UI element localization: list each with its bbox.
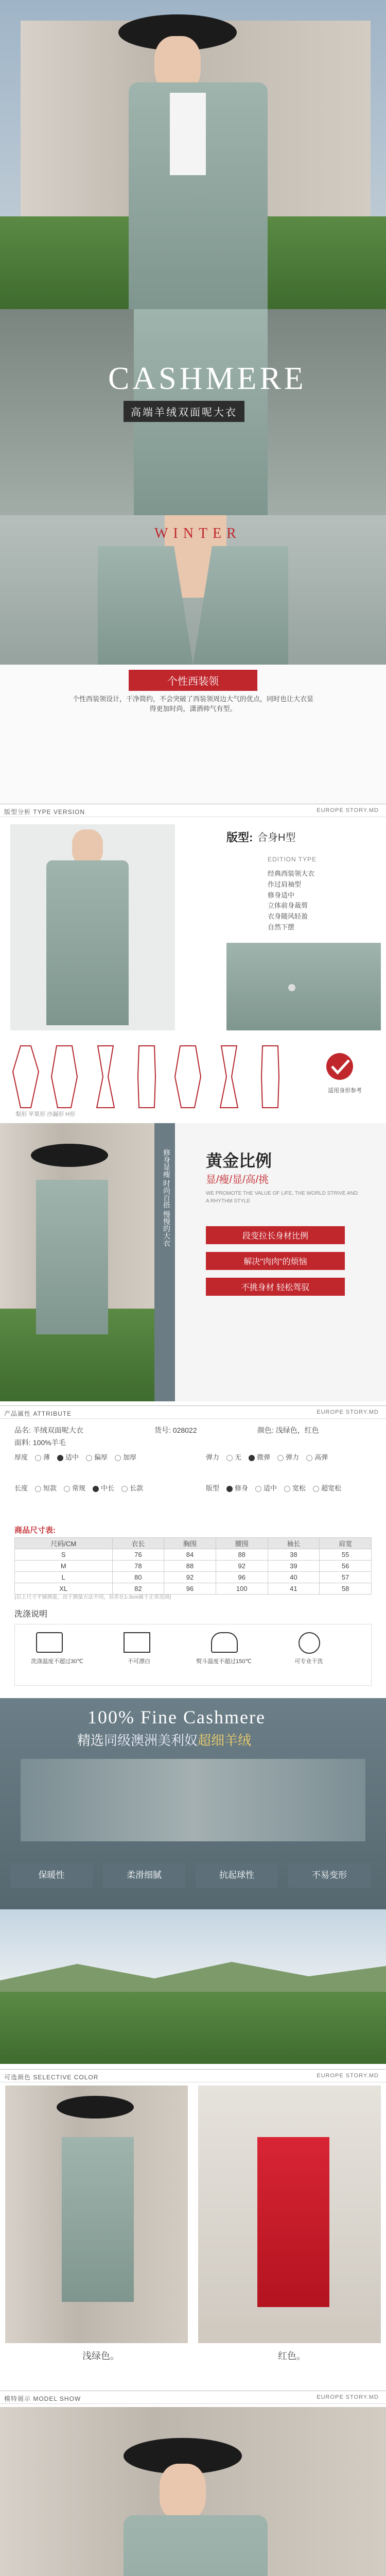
name-label: 品名: bbox=[14, 1426, 31, 1434]
size-table-cell: 40 bbox=[268, 1572, 320, 1583]
gold-title: 黄金比例 bbox=[206, 1151, 272, 1170]
bullet: 修身适中 bbox=[268, 891, 295, 899]
cashmere-title-section bbox=[0, 309, 386, 515]
size-table-header: 胸围 bbox=[164, 1538, 216, 1549]
care-section bbox=[0, 1606, 386, 1694]
fit-label: 版型: bbox=[226, 831, 253, 844]
size-table bbox=[14, 1537, 372, 1595]
scale-option: 宽松 bbox=[292, 1484, 306, 1492]
scale-option: 常规 bbox=[72, 1484, 86, 1492]
gold-point-3 bbox=[206, 1278, 345, 1296]
no-bleach-icon bbox=[124, 1632, 150, 1653]
care-item: 洗涤温度不超过30℃ bbox=[31, 1658, 83, 1665]
size-table-cell: 57 bbox=[320, 1572, 372, 1583]
size-table-cell: M bbox=[15, 1561, 113, 1572]
scale-dot bbox=[121, 1486, 128, 1492]
edition-type: EDITION TYPE bbox=[268, 856, 317, 863]
fabric-cn-c: 超细羊绒 bbox=[198, 1733, 252, 1748]
color-value: 浅绿色，红色 bbox=[275, 1426, 319, 1434]
scale-option: 适中 bbox=[264, 1484, 277, 1492]
size-table-row bbox=[15, 1561, 372, 1572]
scale-dot bbox=[57, 1455, 63, 1461]
size-table-cell: 82 bbox=[112, 1583, 164, 1595]
size-table-cell: 100 bbox=[216, 1583, 268, 1595]
color-section bbox=[0, 2086, 386, 2374]
section-header-color bbox=[0, 2069, 386, 2082]
care-item: 可专业干洗 bbox=[294, 1658, 323, 1665]
fabric-en: 100% Fine Cashmere bbox=[87, 1707, 266, 1727]
iron-icon bbox=[211, 1632, 238, 1653]
scale-dot bbox=[249, 1455, 255, 1461]
size-table-row bbox=[15, 1583, 372, 1595]
scale-dot bbox=[115, 1455, 121, 1461]
header-title: 产品属性 ATTRIBUTE bbox=[4, 1410, 72, 1417]
attr-scale-row bbox=[206, 1484, 348, 1494]
collar-desc: 个性西装领设计，干净简约，不会突破了西装领周边大气的优点，同时也让大衣显得更加时尚，潇洒帅气有型。 bbox=[72, 695, 313, 713]
header-brand: EUROPE STORY.MD bbox=[317, 807, 379, 814]
scale-option: 短款 bbox=[43, 1484, 57, 1492]
size-table-cell: 92 bbox=[216, 1561, 268, 1572]
figure bbox=[220, 1046, 238, 1108]
model-show-1 bbox=[0, 2407, 386, 2576]
bullet: 经典西装领大衣 bbox=[268, 870, 315, 877]
fit-value: 合身H型 bbox=[257, 832, 296, 843]
attr-scale-label: 弹力 bbox=[206, 1453, 220, 1461]
size-table-cell: 78 bbox=[112, 1561, 164, 1572]
scale-dot bbox=[35, 1455, 41, 1461]
gold-point-text: 解决"肉肉"的烦恼 bbox=[243, 1258, 307, 1266]
section-header-version bbox=[0, 804, 386, 817]
version-bullets bbox=[268, 869, 314, 933]
size-table-cell: 58 bbox=[320, 1583, 372, 1595]
name-row bbox=[14, 1425, 83, 1435]
size-table-cell: 41 bbox=[268, 1583, 320, 1595]
size-table-row bbox=[15, 1572, 372, 1583]
size-table-cell: 55 bbox=[320, 1549, 372, 1561]
attribute-section bbox=[0, 1422, 386, 1607]
feature-pill: 柔滑细腻 bbox=[103, 1863, 185, 1888]
body-shape-section bbox=[0, 1036, 386, 1118]
landscape-section bbox=[0, 1909, 386, 2064]
scale-option: 超宽松 bbox=[321, 1484, 342, 1492]
care-item: 不可漂白 bbox=[128, 1658, 150, 1665]
gold-point-text: 段变拉长身材比例 bbox=[242, 1232, 308, 1241]
attr-scale-row bbox=[14, 1453, 144, 1463]
check-icon bbox=[326, 1053, 353, 1080]
size-table-cell: 88 bbox=[164, 1561, 216, 1572]
size-table-cell: 96 bbox=[164, 1583, 216, 1595]
size-table-cell: L bbox=[15, 1572, 113, 1583]
code-label: 货号: bbox=[154, 1426, 171, 1434]
season-title: WINTER bbox=[154, 526, 241, 541]
color-label: 颜色: bbox=[257, 1426, 274, 1434]
attr-scale-row bbox=[14, 1484, 150, 1494]
collar-badge-text: 个性西装领 bbox=[167, 676, 219, 687]
code-row bbox=[154, 1425, 197, 1435]
gold-point-1 bbox=[206, 1226, 345, 1244]
hero-section bbox=[0, 0, 386, 309]
collar-badge bbox=[129, 670, 257, 691]
scale-dot bbox=[226, 1455, 233, 1461]
size-table-header: 袖长 bbox=[268, 1538, 320, 1549]
hero-title-en: CASHMERE bbox=[108, 361, 307, 396]
attr-scale-label: 厚度 bbox=[14, 1453, 28, 1461]
fabric-cn-a: 精选 bbox=[77, 1733, 104, 1748]
size-table-cell: 76 bbox=[112, 1549, 164, 1561]
scale-dot bbox=[226, 1486, 233, 1492]
bullet: 自然下摆 bbox=[268, 923, 295, 931]
version-section bbox=[0, 819, 386, 1036]
material-label: 面料: bbox=[14, 1438, 31, 1447]
figure bbox=[261, 1046, 279, 1108]
scale-dot bbox=[277, 1455, 284, 1461]
figure bbox=[97, 1046, 114, 1108]
size-table-cell: 56 bbox=[320, 1561, 372, 1572]
scale-dot bbox=[86, 1455, 92, 1461]
gold-point-text: 不挑身材 轻松驾驭 bbox=[241, 1283, 310, 1292]
gold-point-2 bbox=[206, 1252, 345, 1270]
size-table-cell: 38 bbox=[268, 1549, 320, 1561]
body-shape-figures bbox=[0, 1036, 386, 1118]
gold-subtitle: 显/瘦/显/高/挑 bbox=[206, 1174, 269, 1185]
body-shape-values: 梨形 苹果形 沙漏形 H形 bbox=[15, 1111, 76, 1117]
scale-dot bbox=[284, 1486, 290, 1492]
wash-30-icon bbox=[36, 1632, 63, 1653]
header-title: 模特展示 MODEL SHOW bbox=[4, 2395, 81, 2402]
care-title: 洗涤说明 bbox=[14, 1610, 48, 1619]
size-table-title: 商品尺寸表: bbox=[14, 1526, 56, 1535]
size-table-cell: 92 bbox=[164, 1572, 216, 1583]
scale-option: 适中 bbox=[65, 1453, 79, 1461]
size-table-cell: 80 bbox=[112, 1572, 164, 1583]
bullet: 立体前身裁剪 bbox=[268, 902, 308, 910]
golden-ratio-section bbox=[0, 1123, 386, 1401]
fabric-cn bbox=[77, 1731, 251, 1751]
size-table-header: 衣长 bbox=[112, 1538, 164, 1549]
size-table-cell: S bbox=[15, 1549, 113, 1561]
figure bbox=[51, 1046, 77, 1108]
size-table-header: 肩宽 bbox=[320, 1538, 372, 1549]
header-brand: EUROPE STORY.MD bbox=[317, 2394, 379, 2400]
attr-scale-label: 长度 bbox=[14, 1484, 28, 1492]
scale-dot bbox=[313, 1486, 319, 1492]
feature-pill: 抗起球性 bbox=[196, 1863, 278, 1888]
size-table-cell: 39 bbox=[268, 1561, 320, 1572]
scale-dot bbox=[35, 1486, 41, 1492]
size-table-header: 尺码/CM bbox=[15, 1538, 113, 1549]
size-note: (以上尺寸平铺测量，由于测量方法不同，误差在1-3cm属于正常范围) bbox=[14, 1595, 171, 1600]
scale-option: 弹力 bbox=[286, 1453, 300, 1461]
scale-option: 中长 bbox=[101, 1484, 115, 1492]
scale-option: 高弹 bbox=[314, 1453, 328, 1461]
size-table-cell: 88 bbox=[216, 1549, 268, 1561]
scale-dot bbox=[306, 1455, 312, 1461]
gold-en: WE PROMOTE THE VALUE OF LIFE, THE WORLD STRIVE AND A RHYTHM STYLE bbox=[206, 1191, 358, 1204]
gold-vertical: 修身显瘦 时尚百搭 慢慢的大衣 bbox=[163, 1149, 171, 1247]
color-name-red: 红色。 bbox=[278, 2351, 306, 2361]
size-table-header: 腰围 bbox=[216, 1538, 268, 1549]
size-table-cell: 96 bbox=[216, 1572, 268, 1583]
bullet: 衣身随风轻盈 bbox=[268, 912, 308, 921]
collar-section bbox=[0, 515, 386, 804]
fabric-section bbox=[0, 1698, 386, 1909]
section-header-attr bbox=[0, 1405, 386, 1419]
material-row bbox=[14, 1437, 66, 1448]
section-header-model bbox=[0, 2391, 386, 2404]
color-name-green: 浅绿色。 bbox=[82, 2351, 119, 2361]
scale-dot bbox=[64, 1486, 70, 1492]
attr-scale-label: 版型 bbox=[206, 1484, 220, 1492]
size-table-cell: 84 bbox=[164, 1549, 216, 1561]
scale-option: 偏厚 bbox=[94, 1453, 108, 1461]
color-row bbox=[257, 1425, 319, 1435]
material-value: 100%羊毛 bbox=[32, 1438, 66, 1447]
name-value: 羊绒双面呢大衣 bbox=[32, 1426, 83, 1434]
header-title: 版型分析 TYPE VERSION bbox=[4, 808, 85, 816]
scale-option: 修身 bbox=[235, 1484, 249, 1492]
scale-dot bbox=[93, 1486, 99, 1492]
hero-title-cn: 高端羊绒双面呢大衣 bbox=[124, 401, 244, 422]
scale-option: 薄 bbox=[43, 1453, 50, 1461]
header-title: 可选颜色 SELECTIVE COLOR bbox=[4, 2074, 99, 2081]
size-table-row bbox=[15, 1549, 372, 1561]
bullet: 作过肩袖型 bbox=[268, 880, 302, 888]
header-brand: EUROPE STORY.MD bbox=[317, 2073, 379, 2079]
scale-dot bbox=[255, 1486, 261, 1492]
figure bbox=[175, 1046, 201, 1108]
size-table-cell: XL bbox=[15, 1583, 113, 1595]
care-item: 熨斗温度不超过150℃ bbox=[196, 1658, 252, 1665]
scale-option: 微弹 bbox=[257, 1453, 271, 1461]
figure bbox=[13, 1046, 39, 1108]
header-brand: EUROPE STORY.MD bbox=[317, 1409, 379, 1415]
feature-pill: 不易变形 bbox=[288, 1863, 371, 1888]
fabric-cn-b: 同级澳洲美利奴 bbox=[104, 1733, 198, 1748]
dry-clean-icon bbox=[299, 1632, 320, 1654]
scale-option: 无 bbox=[235, 1453, 242, 1461]
figure bbox=[138, 1046, 155, 1108]
scale-option: 加厚 bbox=[123, 1453, 137, 1461]
attr-scale-row bbox=[206, 1453, 335, 1463]
feature-pill: 保暖性 bbox=[10, 1863, 93, 1888]
scale-option: 长款 bbox=[130, 1484, 144, 1492]
body-shape-label: 适用身形参考 bbox=[328, 1088, 362, 1094]
code-value: 028022 bbox=[172, 1426, 197, 1434]
